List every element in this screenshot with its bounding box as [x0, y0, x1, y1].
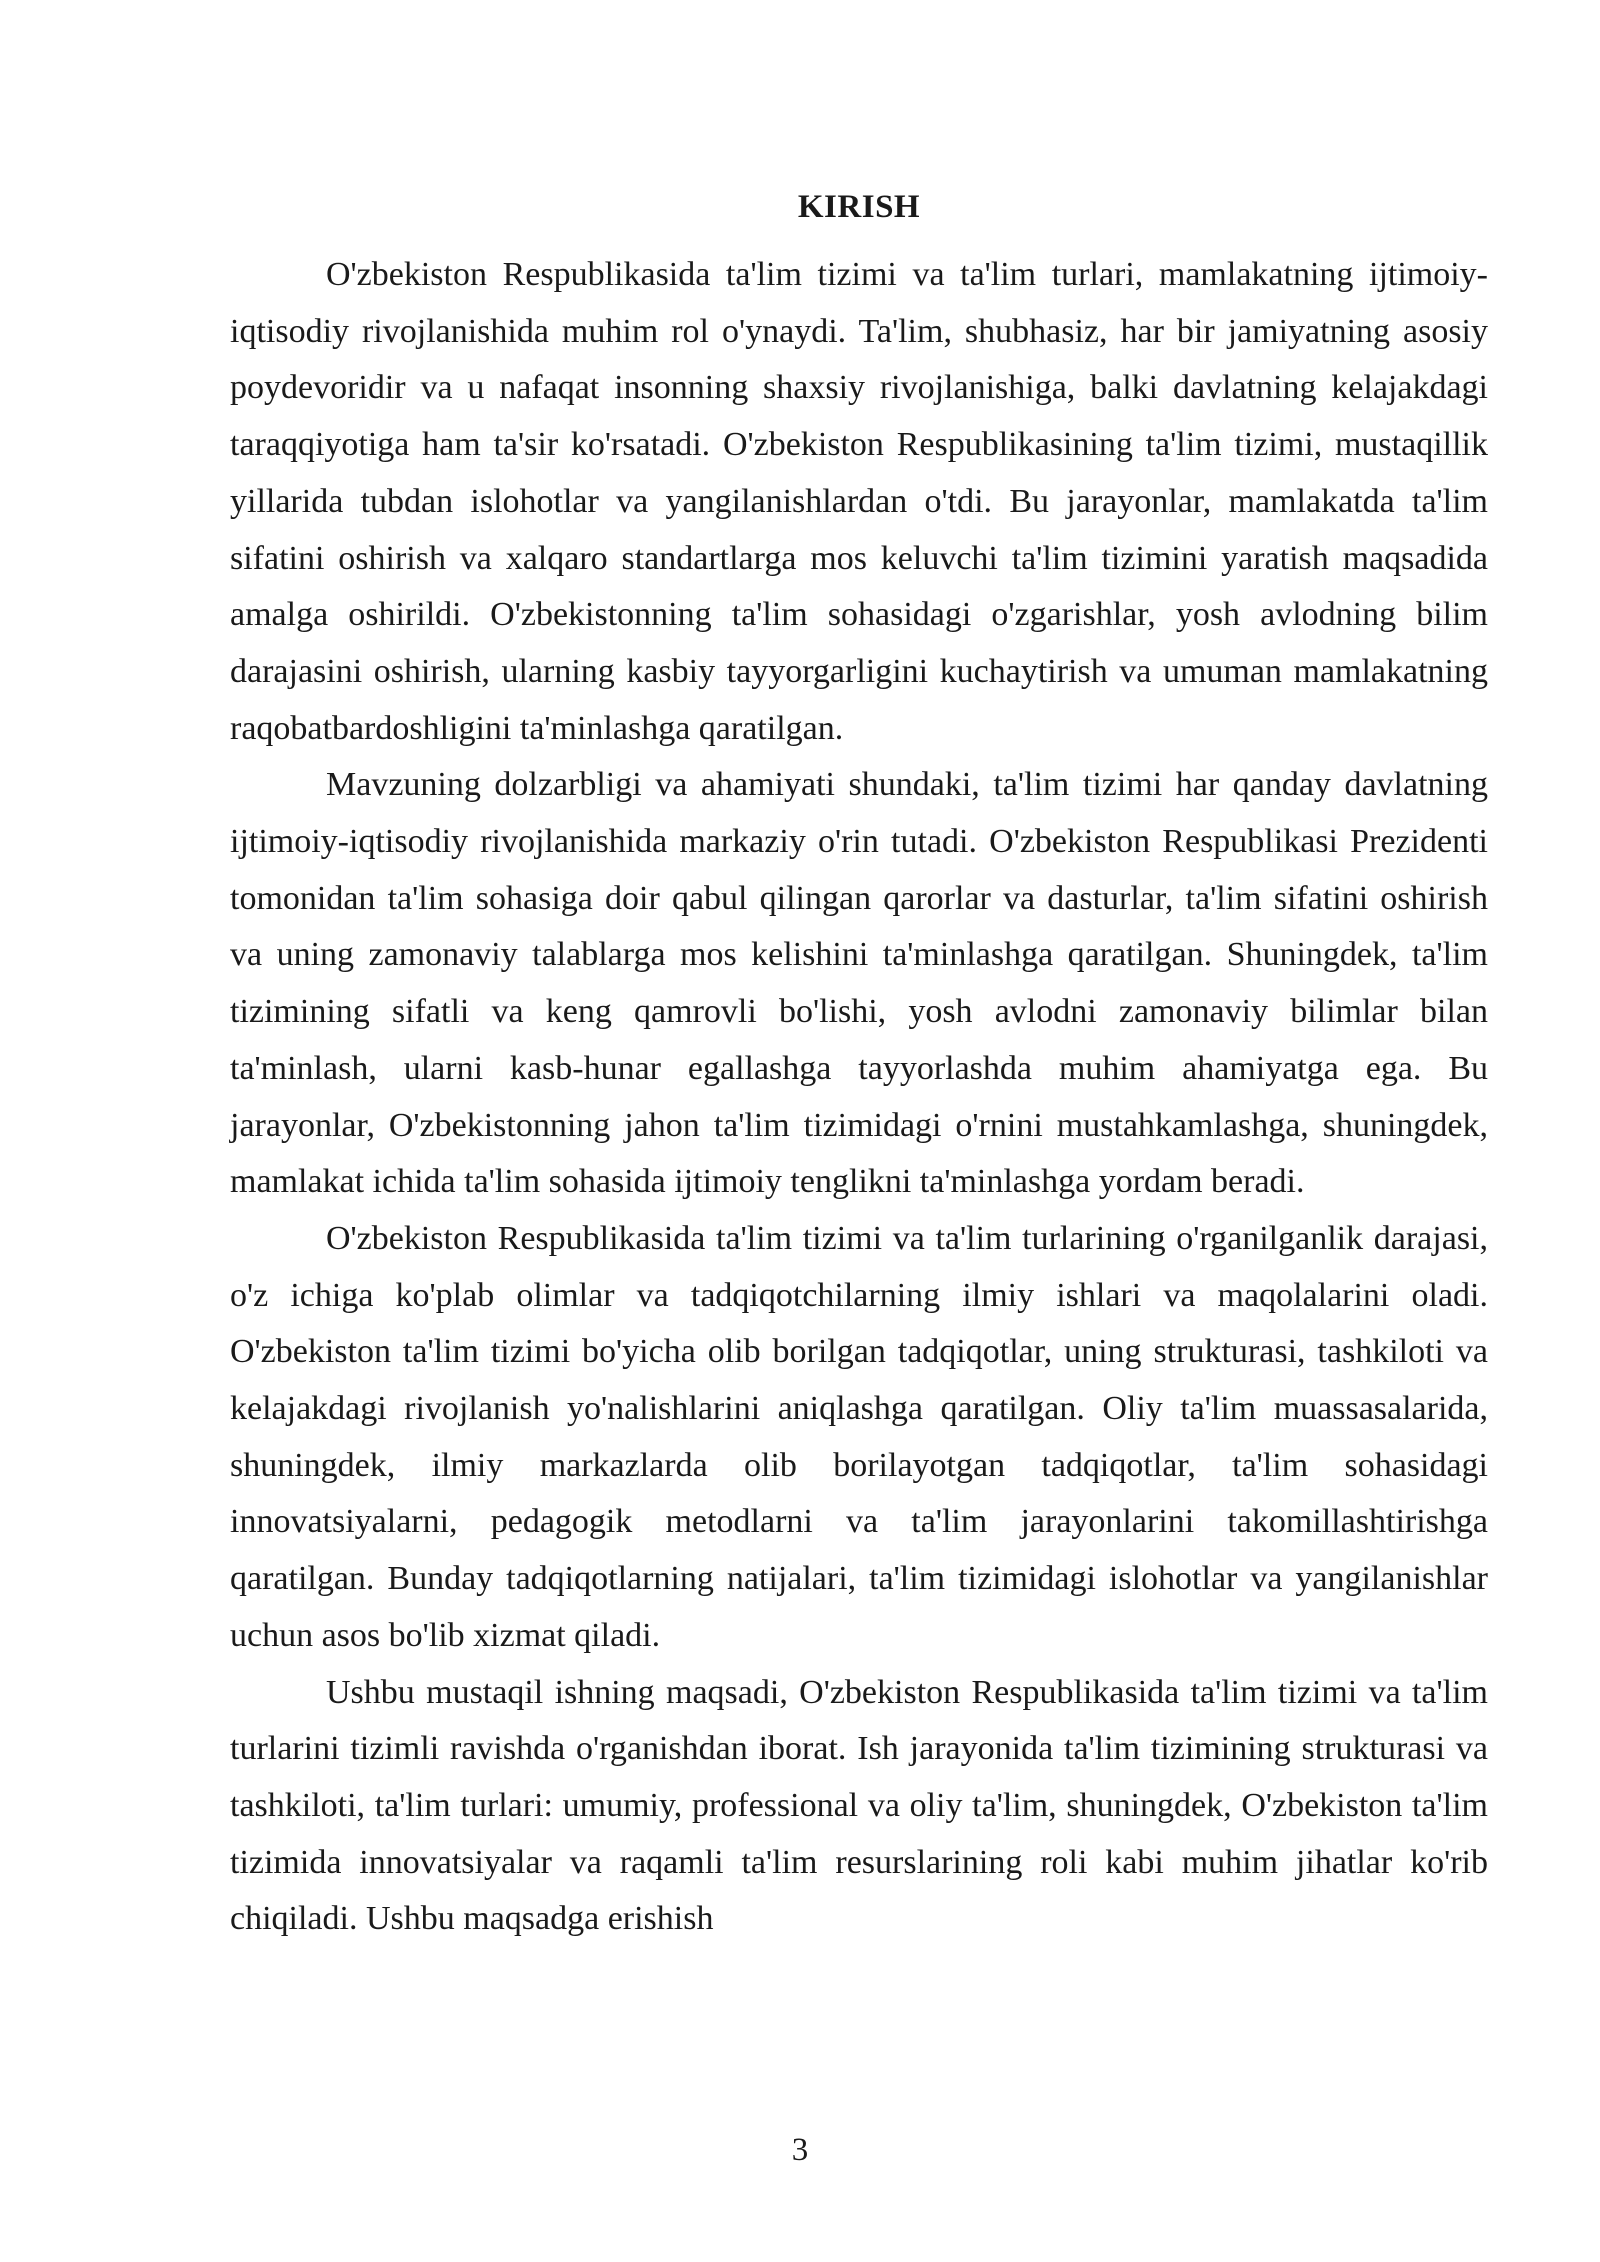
page-number: 3 — [791, 2132, 809, 2168]
paragraph-introduction: O'zbekiston Respublikasida ta'lim tizimi va ta'lim turlari, mamlakatning ijtimoiy-iqtisodiy rivojlanishida muhim rol o'ynaydi. Ta'lim, shubhasiz, har bir jamiyatning asosiy poydevoridir va u nafaqat insonning shaxsiy rivojlanishiga, balki davlatning kelajakdagi taraqqiyotiga ham ta'sir ko'rsatadi. O'zbekiston Respublikasining ta'lim tizimi, mustaqillik yillarida tubdan islohotlar va yangilanishlardan o'tdi. Bu jarayonlar, mamlakatda ta'lim sifatini oshirish va xalqaro standartlarga mos keluvchi ta'lim tizimini yaratish maqsadida amalga oshirildi. O'zbekistonning ta'lim sohasidagi o'zgarishlar, yosh avlodning bilim darajasini oshirish, ularning kasbiy tayyorgarligini kuchaytirish va umuman mamlakatning raqobatbardoshligini ta'minlashga qaratilgan. — [230, 256, 1488, 747]
page-title: KIRISH — [797, 189, 921, 226]
paragraph-relevance: Mavzuning dolzarbligi va ahamiyati shundaki, ta'lim tizimi har qanday davlatning ijtimoiy-iqtisodiy rivojlanishida markaziy o'rin tutadi. O'zbekiston Respublikasi Prezidenti tomonidan ta'lim sohasiga doir qabul qilingan qarorlar va dasturlar, ta'lim sifatini oshirish va uning zamonaviy talablarga mos kelishini ta'minlashga qaratilgan. Shuningdek, ta'lim tizimining sifatli va keng qamrovli bo'lishi, yosh avlodni zamonaviy bilimlar bilan ta'minlash, ularni kasb-hunar egallashga tayyorlashda muhim ahamiyatga ega. Bu jarayonlar, O'zbekistonning jahon ta'lim tizimidagi o'rnini mustahkamlashga, shuningdek, mamlakat ichida ta'lim sohasida ijtimoiy tenglikni ta'minlashga yordam beradi. — [230, 766, 1488, 1201]
document-body — [230, 247, 1488, 1948]
paragraph-study-degree: O'zbekiston Respublikasida ta'lim tizimi va ta'lim turlarining o'rganilganlik darajasi, o'z ichiga ko'plab olimlar va tadqiqotchilarning ilmiy ishlari va maqolalarini oladi. O'zbekiston ta'lim tizimi bo'yicha olib borilgan tadqiqotlar, uning strukturasi, tashkiloti va kelajakdagi rivojlanish yo'nalishlarini aniqlashga qaratilgan. Oliy ta'lim muassasalarida, shuningdek, ilmiy markazlarda olib borilayotgan tadqiqotlar, ta'lim sohasidagi innovatsiyalarni, pedagogik metodlarni va ta'lim jarayonlarini takomillashtirishga qaratilgan. Bunday tadqiqotlarning natijalari, ta'lim tizimidagi islohotlar va yangilanishlar uchun asos bo'lib xizmat qiladi. — [230, 1219, 1488, 1654]
paragraph-goal: Ushbu mustaqil ishning maqsadi, O'zbekiston Respublikasida ta'lim tizimi va ta'lim turlarini tizimli ravishda o'rganishdan iborat. Ish jarayonida ta'lim tizimining strukturasi va tashkiloti, ta'lim turlari: umumiy, professional va oliy ta'lim, shuningdek, O'zbekiston ta'lim tizimida innovatsiyalar va raqamli ta'lim resurslarining roli kabi muhim jihatlar ko'rib chiqiladi. Ushbu maqsadga erishish — [230, 1673, 1488, 1938]
